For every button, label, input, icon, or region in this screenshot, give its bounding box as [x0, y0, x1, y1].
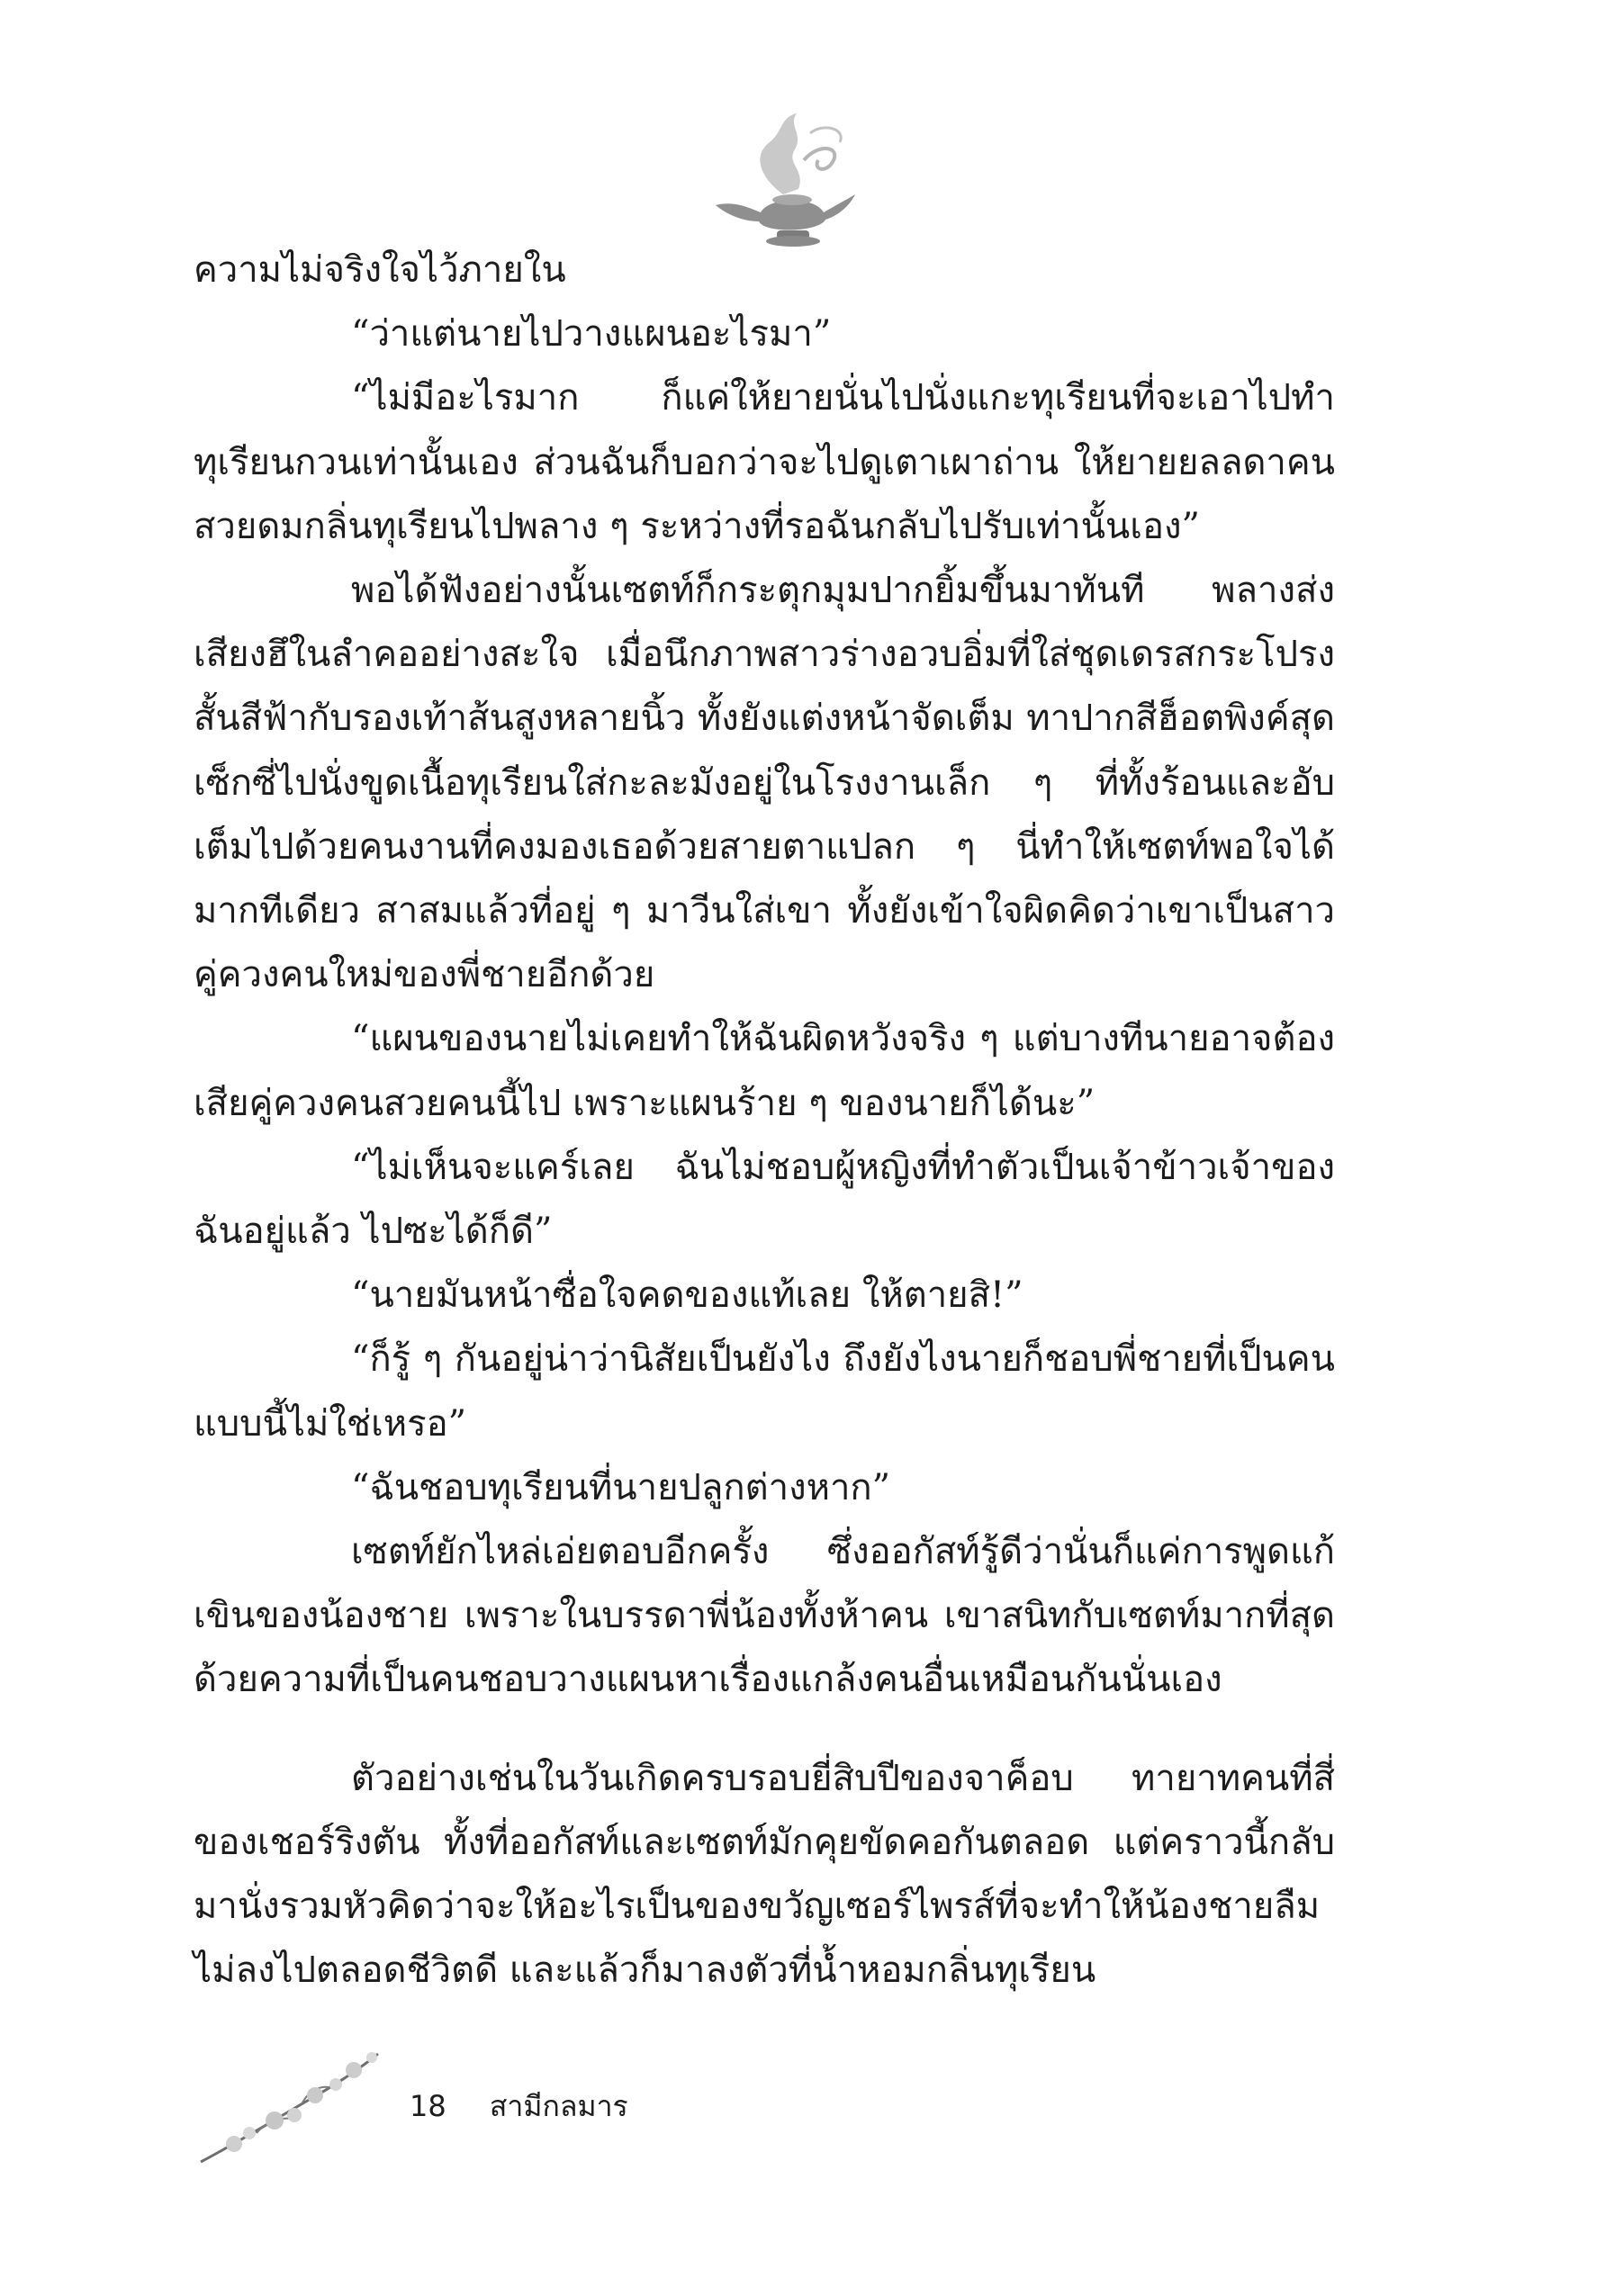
- blossom-branch-icon: [194, 2043, 387, 2169]
- genie-lamp-icon: [698, 106, 864, 250]
- page-number: 18: [410, 2089, 446, 2123]
- paragraph: เซตท์ยักไหล่เอ่ยตอบอีกครั้ง ซึ่งออกัสท์รู้ดีว่านั่นก็แค่การพูดแก้เขินของน้องชาย เพราะในบรรดาพี่น้องทั้งห้าคน เขาสนิทกับเซตท์มากที่สุด ด้วยความที่เป็นคนชอบวางแผนหาเรื่องแกล้งคนอื่นเหมือนกันนั่นเอง: [194, 1531, 1335, 1701]
- paragraph: “ไม่มีอะไรมาก ก็แค่ให้ยายนั่นไปนั่งแกะทุเรียนที่จะเอาไปทำทุเรียนกวนเท่านั้นเอง ส่วนฉันก็บอกว่าจะไปดูเตาเผาถ่าน ให้ยายยลลดาคนสวยดมกลิ่นทุเรียนไปพลาง ๆ ระหว่างที่รอฉันกลับไปรับเท่านั้นเอง”: [194, 377, 1335, 547]
- paragraph: พอได้ฟังอย่างนั้นเซตท์ก็กระตุกมุมปากยิ้มขึ้นมาทันที พลางส่งเสียงฮึในลำคออย่างสะใจ เมื่อนึกภาพสาวร่างอวบอิ่มที่ใส่ชุดเดรสกระโปรงสั้นสีฟ้ากับรองเท้าส้นสูงหลายนิ้ว ทั้งยังแต่งหน้าจัดเต็ม ทาปากสีฮ็อตพิงค์สุดเซ็กซี่ไปนั่งขูดเนื้อทุเรียนใส่กะละมังอยู่ในโรงงานเล็ก ๆ ที่ทั้งร้อนและอับ เต็มไปด้วยคนงานที่คงมองเธอด้วยสายตาแปลก ๆ นี่ทำให้เซตท์พอใจได้มากทีเดียว สาสมแล้วที่อยู่ ๆ มาวีนใส่เขา ทั้งยังเข้าใจผิดคิดว่าเขาเป็นสาวคู่ควงคนใหม่ของพี่ชายอีกด้วย: [194, 570, 1335, 996]
- paragraph: ความไม่จริงใจไว้ภายใน: [194, 249, 566, 291]
- body-text: [194, 239, 1335, 2003]
- paragraph: “นายมันหน้าซื่อใจคดของแท้เลย ให้ตายสิ!”: [351, 1274, 1023, 1317]
- paragraph: “ฉันชอบทุเรียนที่นายปลูกต่างหาก”: [351, 1466, 891, 1508]
- paragraph: “ไม่เห็นจะแคร์เลย ฉันไม่ชอบผู้หญิงที่ทำตัวเป็นเจ้าข้าวเจ้าของฉันอยู่แล้ว ไปซะได้ก็ดี”: [194, 1146, 1335, 1253]
- book-title: สามีกลมาร: [489, 2089, 628, 2123]
- paragraph: “ก็รู้ ๆ กันอยู่น่าว่านิสัยเป็นยังไง ถึงยังไงนายก็ชอบพี่ชายที่เป็นคนแบบนี้ไม่ใช่เหรอ”: [194, 1338, 1335, 1445]
- paragraph: “แผนของนายไม่เคยทำให้ฉันผิดหวังจริง ๆ แต่บางทีนายอาจต้องเสียคู่ควงคนสวยคนนี้ไป เพราะแผนร้าย ๆ ของนายก็ได้นะ”: [194, 1018, 1335, 1124]
- paragraph: ตัวอย่างเช่นในวันเกิดครบรอบยี่สิบปีของจาค็อบ ทายาทคนที่สี่ของเชอร์ริงตัน ทั้งที่ออกัสท์และเซตท์มักคุยขัดคอกันตลอด แต่คราวนี้กลับมานั่งรวมหัวคิดว่าจะให้อะไรเป็นของขวัญเซอร์ไพรส์ที่จะทำให้น้องชายลืมไม่ลงไปตลอดชีวิตดี และแล้วก็มาลงตัวที่น้ำหอมกลิ่นทุเรียน: [194, 1757, 1335, 1992]
- page-footer: [410, 2084, 628, 2129]
- paragraph: “ว่าแต่นายไปวางแผนอะไรมา”: [351, 313, 832, 356]
